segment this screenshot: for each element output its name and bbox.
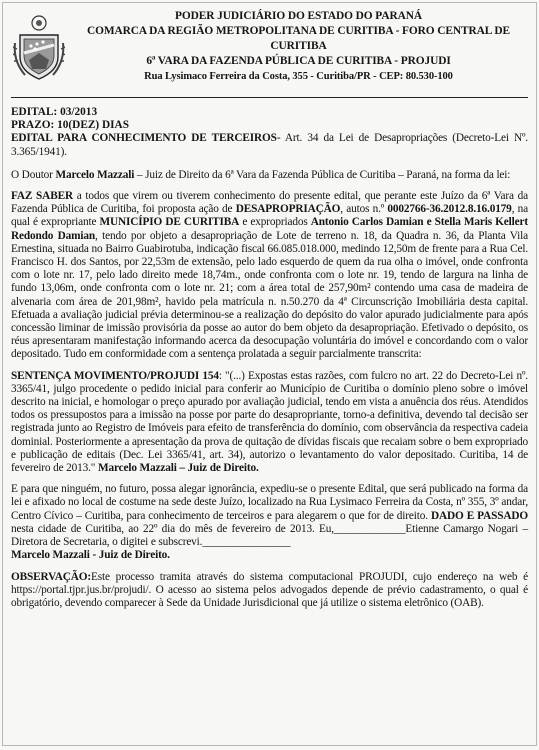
edital-page: [2, 2, 537, 746]
observacao-lead: OBSERVAÇÃO:: [11, 570, 91, 583]
edital-title-bold: EDITAL PARA CONHECIMENTO DE TERCEIROS: [11, 132, 277, 145]
expropriante: MUNICÍPIO DE CURITIBA: [99, 216, 240, 229]
acao-type: DESAPROPRIAÇÃO: [235, 203, 341, 216]
closing-text-2: nesta cidade de Curitiba, ao 22º dia do mês de fevereiro de 2013. Eu,_____________Etienne Camargo Nogari – Diretora de Secretaria, o digitei e subscrevi.________________: [11, 522, 528, 549]
judge-name: Marcelo Mazzali: [55, 168, 135, 181]
expropriados: Antonio Carlos Damian e Stella Maris Kellert Redondo Damian: [11, 216, 528, 242]
document-header: [11, 9, 528, 95]
sentenca-lead: SENTENÇA MOVIMENTO/PROJUDI 154: [11, 369, 219, 382]
heading-line-4: 6ª VARA DA FAZENDA PÚBLICA DE CURITIBA - PROJUDI: [146, 55, 451, 67]
edital-prazo: PRAZO: 10(DEZ) DIAS: [11, 119, 129, 132]
edital-title: [11, 132, 528, 158]
intro-text-2: – Juiz de Direito da 6ª Vara da Fazenda Pública de Curitiba – Paraná, na forma da lei:: [134, 168, 511, 181]
heading-line-1: PODER JUDICIÁRIO DO ESTADO DO PARANÁ: [175, 10, 422, 22]
sentenca-signature: Marcelo Mazzali – Juiz de Direito.: [97, 462, 259, 475]
faz-saber-text-1: a todos que virem ou tiverem conhecimento do presente edital, que perante este Juízo da 6ª Vara da Fazenda Pública de Curitiba, foi proposta ação de: [11, 190, 528, 216]
closing-signature: Marcelo Mazzali - Juiz de Direito.: [11, 549, 170, 562]
heading-line-3: CURITIBA: [270, 40, 327, 52]
header-divider: [11, 97, 528, 98]
closing-paragraph: [11, 483, 528, 562]
heading-line-2: COMARCA DA REGIÃO METROPOLITANA DE CURITIBA - FORO CENTRAL DE: [86, 25, 511, 37]
court-address: Rua Lysimaco Ferreira da Costa, 355 - Curitiba/PR - CEP: 80.530-100: [144, 71, 453, 82]
sentenca-paragraph: [11, 370, 528, 476]
court-heading: [69, 9, 528, 84]
coat-of-arms-icon: [13, 13, 65, 83]
faz-saber-text-3: , na qual é expropriante: [11, 203, 528, 229]
edital-title-rest: - Art. 34 da Lei de Desapropriações (Decreto-Lei Nº. 3.365/1941).: [11, 132, 528, 158]
faz-saber-paragraph: [11, 190, 528, 362]
sentenca-text: : "(...) Expostas estas razões, com fulcro no art. 22 do Decreto-Lei nº. 3365/41, julgo procedente o pedido inicial para conferir ao Município de Curitiba o domínio pleno sobre o imóvel descrito na inicial, e homologar o preço apurado por avaliação judicial, tendo em vista a anuência dos réus. Atendidos todos os pressupostos para a imissão na posse por parte do desapropriante, torno-a definitiva, devendo tal decisão ser registrada junto ao Registro de Imóveis para efeito de transferência do domínio, com observância da respectiva cadeia dominial. Posteriormente a apresentação da prova de quitação de dívidas fiscais que recaiam sobre o bem expropriado e publicação de editais (Dec. Lei 3365/41, art. 34), autorizo o levantamento do valor depositado. Curitiba, 14 de fevereiro de 2013.": [11, 369, 528, 475]
dado-e-passado: DADO E PASSADO: [430, 509, 528, 522]
intro-paragraph: [11, 169, 528, 182]
autos-number: 0002766-36.2012.8.16.0179: [387, 203, 512, 216]
observacao-text: Este processo tramita através do sistema computacional PROJUDI, cujo endereço na web é https://portal.tjpr.jus.br/projudi/. O acesso ao sistema pelos advogados depende de prévio cadastramento, o qual é obrigatório, devendo comparecer à Sede da Unidade Jurisdicional que já utilize o sistema eletrônico (OAB).: [11, 570, 528, 609]
faz-saber-text-2: , autos n.º: [340, 203, 388, 216]
edital-meta: [11, 106, 528, 159]
observacao-paragraph: [11, 571, 528, 611]
faz-saber-text-5: , tendo por objeto a desapropriação de Lote de terreno n. 18, da Quadra n. 36, da Planta Vila Ernestina, situada no Bairro Guabirotuba, indicação fiscal 66.085.018.000, medindo 12,50m de frente para a Rua Cel. Francisco H. dos Santos, por 22,53m de extensão, pelo lado esquerdo de quem da rua olha o imóvel, onde confronta com o lote nr. 17, pelo lado direito mede 18,74m., onde confronta com o lote nr. 19, tendo de largura na linha de fundo 13,06m, onde confronta com o lote nr. 21; com a área total de 257,90m² contendo uma casa de madeira de alvenaria com área de 201,98m², havido pela matrícula n. n.50.270 da 4ª Circunscrição Imobiliária desta capital. Efetuada a avaliação judicial prévia determinou-se a realização do depósito do valor apurado judicialmente para após concessão liminar de imissão provisória da posse ao autor do bem objeto da desapropriação. Efetivado o depósito, os réus apresentaram manifestação informando acerca da desocupação voluntária do imóvel e concordando com o valor depositado. Tudo em conformidade com a sentença prolatada a seguir parcialmente transcrita:: [11, 229, 528, 361]
closing-text-1: E para que ninguém, no futuro, possa alegar ignorância, expediu-se o presente Edital, que será publicado na forma da lei e afixado no local de costume na sede deste Juízo, localizado na Rua Lysimaco Ferreira da Costa, nº 355, 3º andar, Centro Cívico – Curitiba, para conhecimento de terceiros e para alegarem o que for de direito.: [11, 483, 528, 522]
faz-saber-lead: FAZ SABER: [11, 190, 73, 203]
edital-number: EDITAL: 03/2013: [11, 106, 98, 118]
intro-text-1: O Doutor: [11, 168, 56, 181]
faz-saber-text-4: e expropriados: [239, 216, 311, 229]
